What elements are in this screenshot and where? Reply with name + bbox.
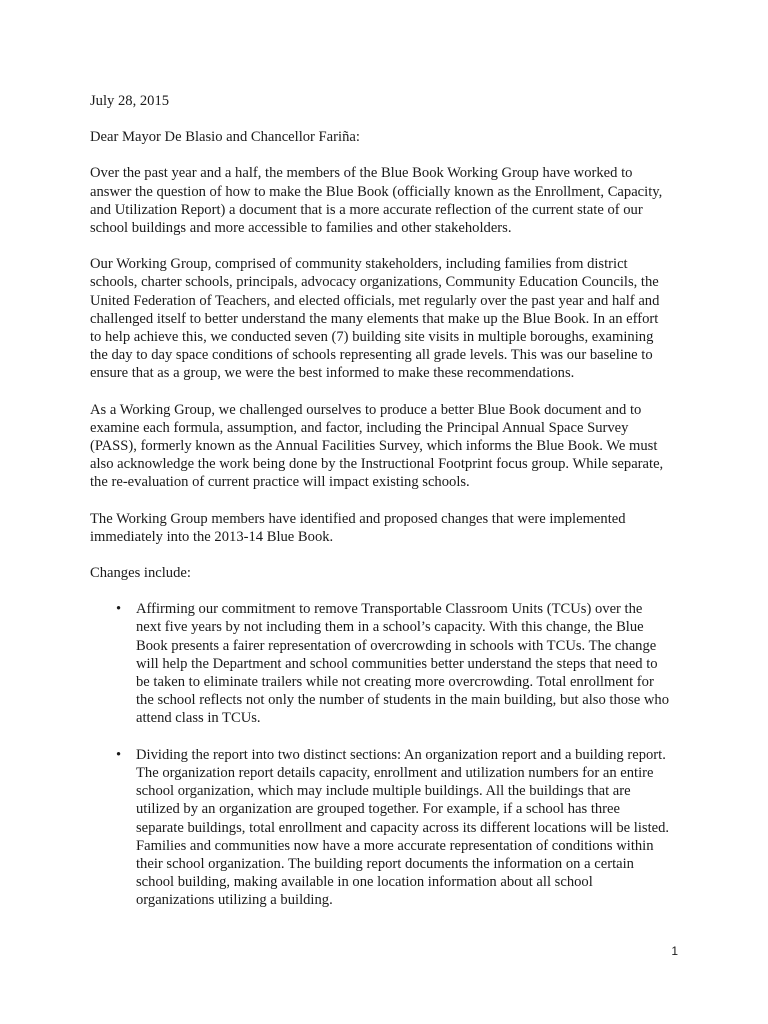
changes-list [90,600,670,909]
paragraph-intro: Over the past year and a half, the members of the Blue Book Working Group have worked to answer the question of how to make the Blue Book (officially known as the Enrollment, Capacity, and Utilization Report) a document that is a more accurate reflection of the current state of our school buildings and more accessible to families and other stakeholders. [90,165,663,237]
list-item-text: Dividing the report into two distinct sections: An organization report and a building report. The organization report details capacity, enrollment and utilization numbers for an entire school organization, which may include multiple buildings. All the buildings that are utilized by an organization are grouped together. For example, if a school has three separate buildings, total enrollment and capacity across its different locations will be listed. Families and communities now have a more accurate representation of conditions within their school organization. The building report documents the information on a certain school building, making available in one location information about all school organizations utilizing a building. [136,746,670,909]
letter-salutation: Dear Mayor De Blasio and Chancellor Fariña: [90,129,360,146]
letter-body [90,92,670,928]
paragraph-changes-include: Changes include: [90,565,191,582]
paragraph-challenge: As a Working Group, we challenged ourselves to produce a better Blue Book document and to examine each formula, assumption, and factor, including the Principal Annual Space Survey (PASS), formerly known as the Annual Facilities Survey, which informs the Blue Book. We must also acknowledge the work being done by the Instructional Footprint focus group. While separate, the re-evaluation of current practice will impact existing schools. [90,401,664,491]
page-number: 1 [671,944,678,958]
bullet-icon: • [116,746,122,763]
paragraph-changes-intro: The Working Group members have identified and proposed changes that were implemented immediately into the 2013-14 Blue Book. [90,510,626,545]
paragraph-working-group: Our Working Group, comprised of community stakeholders, including families from district schools, charter schools, principals, advocacy organizations, Community Education Councils, the United Federation of Teachers, and elected officials, met regularly over the past year and half and challenged itself to better understand the many elements that make up the Blue Book. In an effort to help achieve this, we conducted seven (7) building site visits in multiple boroughs, examining the day to day space conditions of schools representing all grade levels. This was our baseline to ensure that as a group, we were the best informed to make these recommendations. [90,256,660,382]
list-item [90,600,670,727]
letter-date: July 28, 2015 [90,93,170,109]
list-item-text: Affirming our commitment to remove Transportable Classroom Units (TCUs) over the next five years by not including them in a school’s capacity. With this change, the Blue Book presents a fairer representation of overcrowding in schools with TCUs. The change will help the Department and school communities better understand the steps that need to be taken to eliminate trailers while not creating more overcrowding. Total enrollment for the school reflects not only the number of students in the main building, but also those who attend class in TCUs. [136,601,669,727]
list-item [90,746,670,910]
bullet-icon: • [116,601,122,618]
